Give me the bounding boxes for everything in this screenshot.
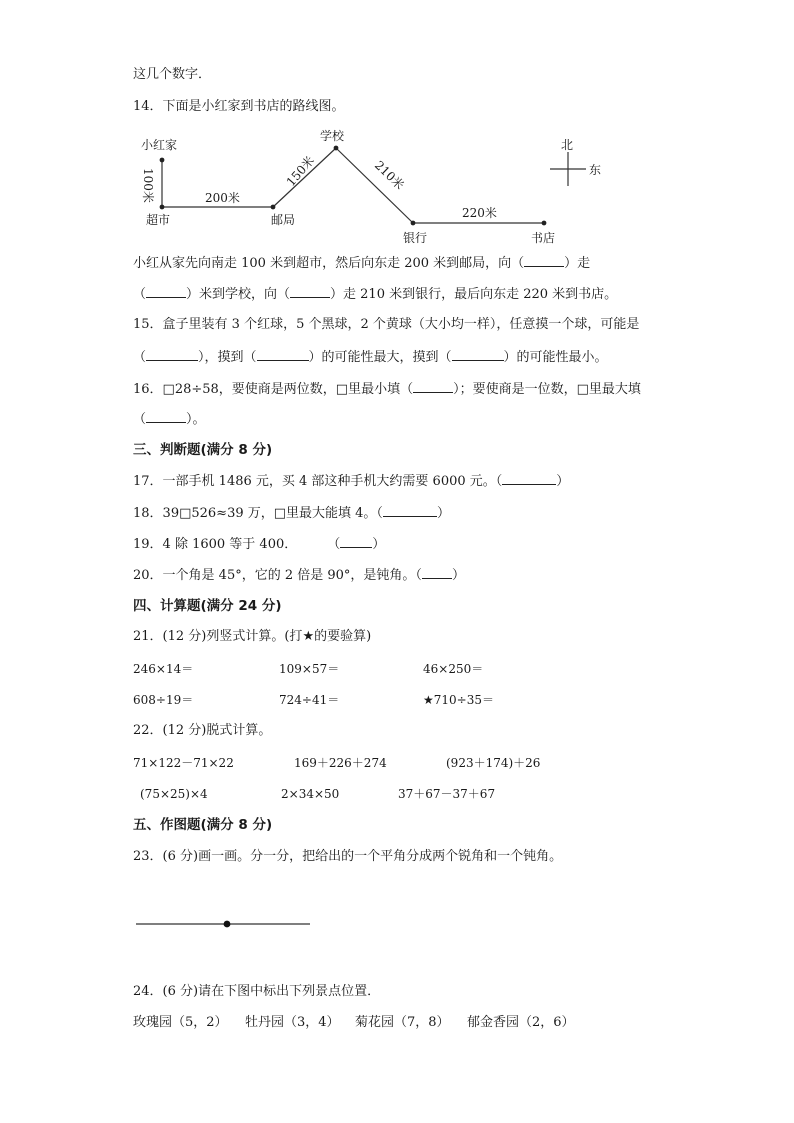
q17-text: 17．一部手机 1486 元，买 4 部这种手机大约需要 6000 元。（ — [133, 474, 503, 489]
q15-line1: 15．盒子里装有 3 个红球，5 个黑球，2 个黄球（大小均一样），任意摸一个球，可能是 — [133, 317, 640, 332]
q20-blank[interactable] — [422, 566, 452, 579]
q23-title: 23．(6 分)画一画。分一分，把给出的一个平角分成两个锐角和一个钝角。 — [133, 849, 563, 864]
section-4-heading: 四、计算题(满分 24 分) — [133, 598, 282, 614]
q21-item-5: 724÷41＝ — [279, 693, 340, 707]
dist-post-school: 150米 — [283, 153, 318, 189]
q22-item-5: 2×34×50 — [281, 787, 340, 801]
q15-blank-most[interactable] — [257, 348, 309, 361]
q21-title — [133, 628, 371, 646]
star-icon: ★ — [423, 693, 434, 707]
q14-text-1b: ）走 — [564, 256, 591, 271]
point-post — [271, 205, 276, 210]
dist-bank-store: 220米 — [462, 206, 497, 220]
q18-blank[interactable] — [383, 504, 437, 517]
q24-place-1: 玫瑰园（5，2） — [133, 1015, 228, 1030]
section-5-heading: 五、作图题(满分 8 分) — [133, 817, 273, 833]
dist-school-bank: 210米 — [371, 158, 407, 193]
q19-close: ） — [372, 537, 386, 552]
q24-place-2: 牡丹园（3，4） — [245, 1015, 340, 1030]
q16-blank-max[interactable] — [146, 410, 186, 423]
q21-item-6 — [423, 691, 494, 709]
q22-title: 22．(12 分)脱式计算。 — [133, 723, 272, 738]
q22-item-6: 37＋67－37＋67 — [398, 787, 496, 801]
q18-text: 18．39□526≈39 万，□里最大能填 4。（ — [133, 506, 383, 521]
point-store — [542, 221, 547, 226]
q14-title: 14．下面是小红家到书店的路线图。 — [133, 99, 345, 114]
q24-place-4: 郁金香园（2，6） — [467, 1015, 575, 1030]
q14-blank-direction2[interactable] — [146, 285, 186, 298]
q20 — [133, 566, 465, 585]
q15-text-2b: ），摸到（ — [198, 350, 257, 365]
q24-title: 24．(6 分)请在下图中标出下列景点位置． — [133, 984, 381, 999]
straight-angle-figure — [130, 914, 320, 934]
route-map — [0, 0, 794, 260]
intro-text: 这几个数字． — [133, 67, 212, 82]
q20-close: ） — [451, 568, 465, 583]
q17-blank[interactable] — [502, 472, 556, 485]
q14-line1 — [133, 254, 590, 273]
q18-close: ） — [436, 506, 450, 521]
q19-open: （ — [327, 537, 341, 552]
q21-item-1: 246×14＝ — [133, 662, 194, 676]
q16-text-2b: ）。 — [186, 412, 206, 427]
point-market — [160, 205, 165, 210]
q14-line2 — [133, 285, 617, 304]
dist-market-post: 200米 — [205, 191, 240, 205]
q14-text-2c: ）走 210 米到银行，最后向东走 220 米到书店。 — [330, 287, 618, 302]
q22-item-1: 71×122－71×22 — [133, 756, 234, 770]
q15-text-2d: ）的可能性最小。 — [503, 350, 608, 365]
q24-place-3: 菊花园（7，8） — [355, 1015, 450, 1030]
straight-angle-vertex — [224, 921, 231, 928]
q21-item-4: 608÷19＝ — [133, 693, 194, 707]
label-home: 小红家 — [141, 138, 178, 152]
q18 — [133, 504, 450, 523]
q15-text-2c: ）的可能性最大，摸到（ — [308, 350, 452, 365]
compass-north: 北 — [561, 138, 574, 152]
q15-line2 — [133, 348, 608, 367]
compass — [550, 138, 601, 186]
q17-close: ） — [556, 474, 570, 489]
q14-blank-direction1[interactable] — [524, 254, 564, 267]
q19 — [133, 535, 385, 554]
q17 — [133, 472, 569, 491]
label-market: 超市 — [146, 213, 171, 227]
point-home — [160, 158, 165, 163]
q21-item-2: 109×57＝ — [279, 662, 340, 676]
point-bank — [411, 221, 416, 226]
label-bank: 银行 — [403, 231, 428, 245]
q15-blank-least[interactable] — [452, 348, 504, 361]
q14-blank-direction3[interactable] — [290, 285, 330, 298]
q21-item-6-text: 710÷35＝ — [433, 693, 494, 707]
q16-text-1b: ）；要使商是一位数，□里最大填 — [453, 382, 641, 397]
q22-item-2: 169＋226＋274 — [294, 756, 387, 770]
q14-text-2b: ）米到学校，向（ — [186, 287, 291, 302]
q16-blank-min[interactable] — [413, 380, 453, 393]
q16-line1 — [133, 380, 641, 399]
label-school: 学校 — [320, 129, 345, 143]
q21-title-a: 21．(12 分)列竖式计算。(打 — [133, 629, 303, 644]
q22-item-4: (75×25)×4 — [140, 787, 208, 801]
q14-text-2a: （ — [133, 287, 147, 302]
q16-line2 — [133, 410, 206, 429]
q21-title-b: 的要验算) — [314, 629, 372, 644]
q16-text-2a: （ — [133, 412, 147, 427]
q22-item-3: (923＋174)＋26 — [446, 756, 541, 770]
q16-text-1a: 16．□28÷58，要使商是两位数，□里最小填（ — [133, 382, 414, 397]
q19-blank[interactable] — [340, 535, 372, 548]
label-store: 书店 — [531, 231, 556, 245]
point-school — [334, 146, 339, 151]
dist-home-market: 100米 — [141, 168, 155, 203]
q20-text: 20．一个角是 45°，它的 2 倍是 90°，是钝角。（ — [133, 568, 422, 583]
q19-text: 19．4 除 1600 等于 400． — [133, 537, 298, 552]
star-icon: ★ — [302, 629, 315, 644]
q14-text-1a: 小红从家先向南走 100 米到超市，然后向东走 200 米到邮局，向（ — [133, 256, 525, 271]
q15-blank-possible[interactable] — [146, 348, 198, 361]
label-post: 邮局 — [271, 213, 296, 227]
compass-east: 东 — [589, 163, 602, 177]
q21-item-3: 46×250＝ — [423, 662, 484, 676]
q15-text-2a: （ — [133, 350, 147, 365]
section-3-heading: 三、判断题(满分 8 分) — [133, 442, 273, 458]
